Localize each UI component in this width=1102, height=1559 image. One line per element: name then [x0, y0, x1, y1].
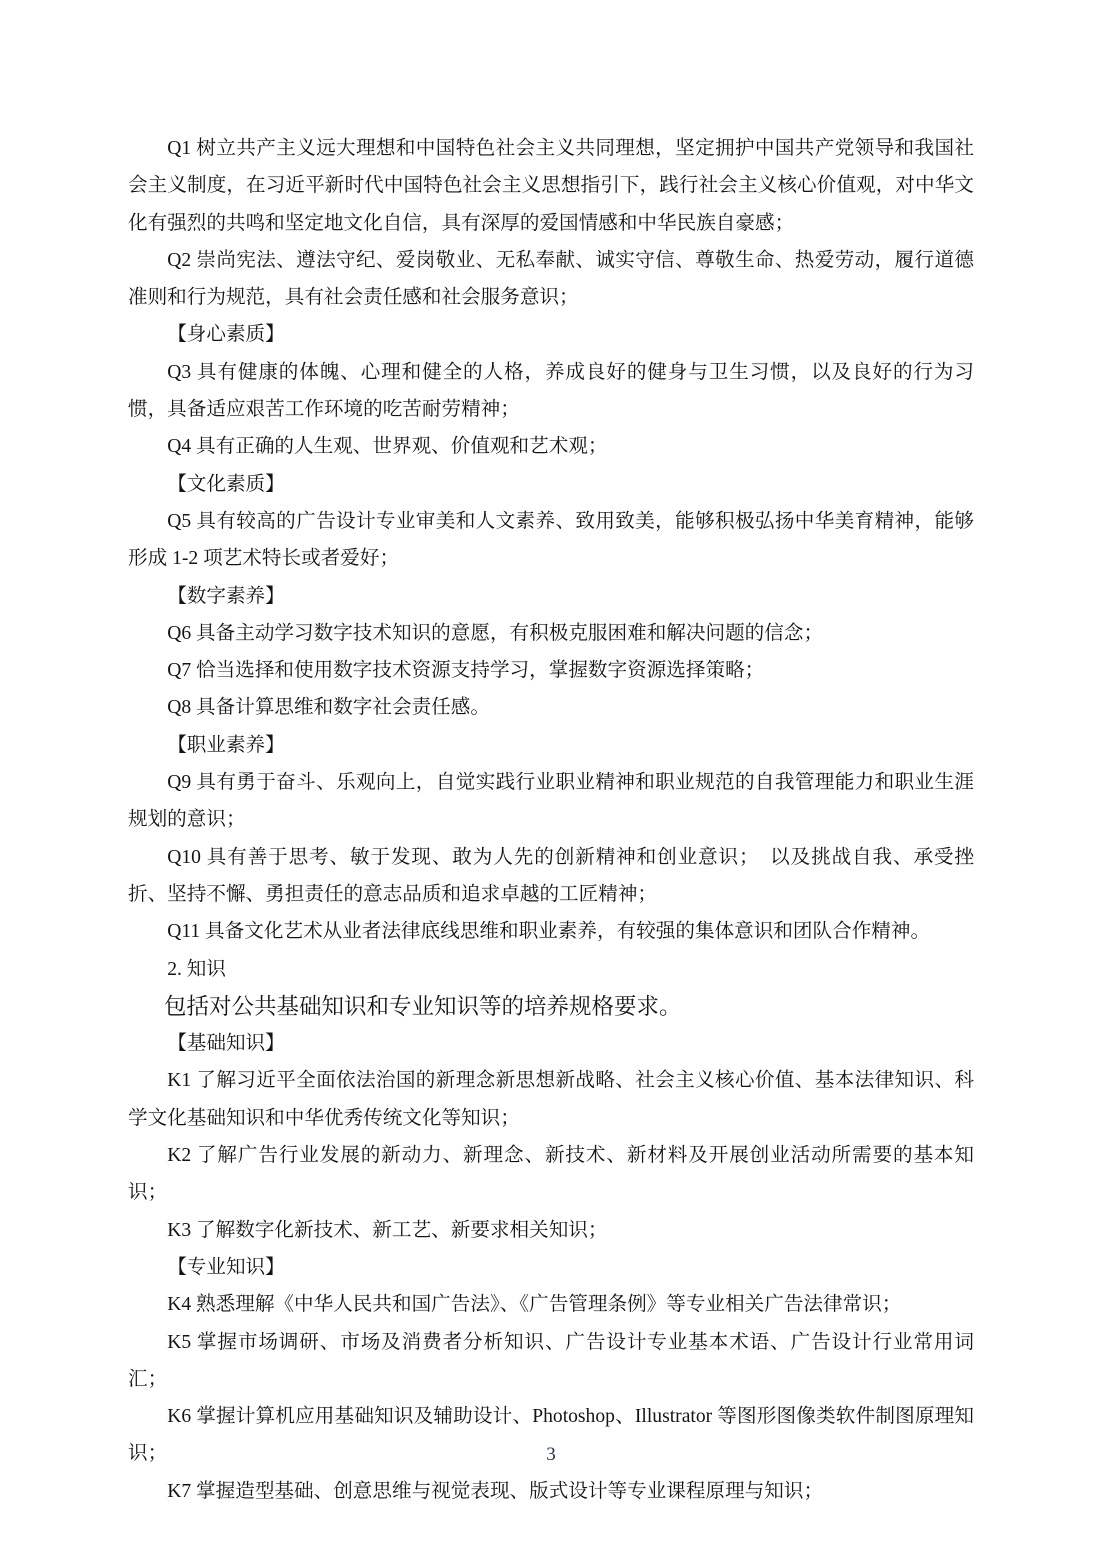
paragraph-k7: K7 掌握造型基础、创意思维与视觉表现、版式设计等专业课程原理与知识； [167, 1480, 824, 1502]
document-body [128, 130, 974, 1510]
paragraph-q9: Q9 具有勇于奋斗、乐观向上，自觉实践行业职业精神和职业规范的自我管理能力和职业生涯规划的意识； [128, 772, 974, 831]
section-heading-professional-knowledge: 【专业知识】 [167, 1256, 285, 1278]
paragraph-q7: Q7 恰当选择和使用数字技术资源支持学习，掌握数字资源选择策略； [167, 660, 765, 682]
paragraph-k3: K3 了解数字化新技术、新工艺、新要求相关知识； [167, 1219, 608, 1241]
page-number: 3 [546, 1444, 556, 1465]
knowledge-intro-line: 包括对公共基础知识和专业知识等的培养规格要求。 [164, 993, 682, 1019]
paragraph-q2: Q2 崇尚宪法、遵法守纪、爱岗敬业、无私奉献、诚实守信、尊敬生命、热爱劳动，履行道德准则和行为规范，具有社会责任感和社会服务意识； [128, 249, 974, 309]
paragraph-q5: Q5 具有较高的广告设计专业审美和人文素养、致用致美，能够积极弘扬中华美育精神，能够形成 1-2 项艺术特长或者爱好； [128, 510, 974, 570]
paragraph-q8: Q8 具备计算思维和数字社会责任感。 [167, 697, 490, 719]
paragraph-q3: Q3 具有健康的体魄、心理和健全的人格，养成良好的健身与卫生习惯，以及良好的行为习惯，具备适应艰苦工作环境的吃苦耐劳精神； [128, 361, 974, 421]
paragraph-k1: K1 了解习近平全面依法治国的新理念新思想新战略、社会主义核心价值、基本法律知识、科学文化基础知识和中华优秀传统文化等知识； [128, 1070, 974, 1129]
section-heading-cultural-quality: 【文化素质】 [167, 473, 285, 495]
paragraph-k2: K2 了解广告行业发展的新动力、新理念、新技术、新材料及开展创业活动所需要的基本知识； [128, 1145, 974, 1204]
paragraph-q6: Q6 具备主动学习数字技术知识的意愿，有积极克服困难和解决问题的信念； [167, 622, 824, 644]
section-heading-physical-mental-quality: 【身心素质】 [167, 324, 285, 346]
section-heading-professional-quality: 【职业素养】 [167, 734, 285, 756]
paragraph-q1: Q1 树立共产主义远大理想和中国特色社会主义共同理想，坚定拥护中国共产党领导和我国社会主义制度，在习近平新时代中国特色社会主义思想指引下，践行社会主义核心价值观，对中华文化有强烈的共鸣和坚定地文化自信，具有深厚的爱国情感和中华民族自豪感； [128, 138, 974, 234]
paragraph-q4: Q4 具有正确的人生观、世界观、价值观和艺术观； [167, 436, 608, 458]
paragraph-q11: Q11 具备文化艺术从业者法律底线思维和职业素养，有较强的集体意识和团队合作精神。 [167, 921, 931, 943]
paragraph-q10: Q10 具有善于思考、敏于发现、敢为人先的创新精神和创业意识； 以及挑战自我、承受挫折、坚持不懈、勇担责任的意志品质和追求卓越的工匠精神； [128, 846, 974, 905]
section-heading-basic-knowledge: 【基础知识】 [167, 1033, 285, 1055]
section-heading-digital-literacy: 【数字素养】 [167, 585, 285, 607]
paragraph-k4: K4 熟悉理解《中华人民共和国广告法》、《广告管理条例》等专业相关广告法律常识； [167, 1294, 902, 1316]
paragraph-k6: K6 掌握计算机应用基础知识及辅助设计、Photoshop、Illustrator 等图形图像类软件制图原理知识； [128, 1406, 974, 1465]
numbered-item-2-knowledge: 2. 知识 [167, 958, 226, 980]
paragraph-k5: K5 掌握市场调研、市场及消费者分析知识、广告设计专业基本术语、广告设计行业常用词汇； [128, 1331, 974, 1390]
